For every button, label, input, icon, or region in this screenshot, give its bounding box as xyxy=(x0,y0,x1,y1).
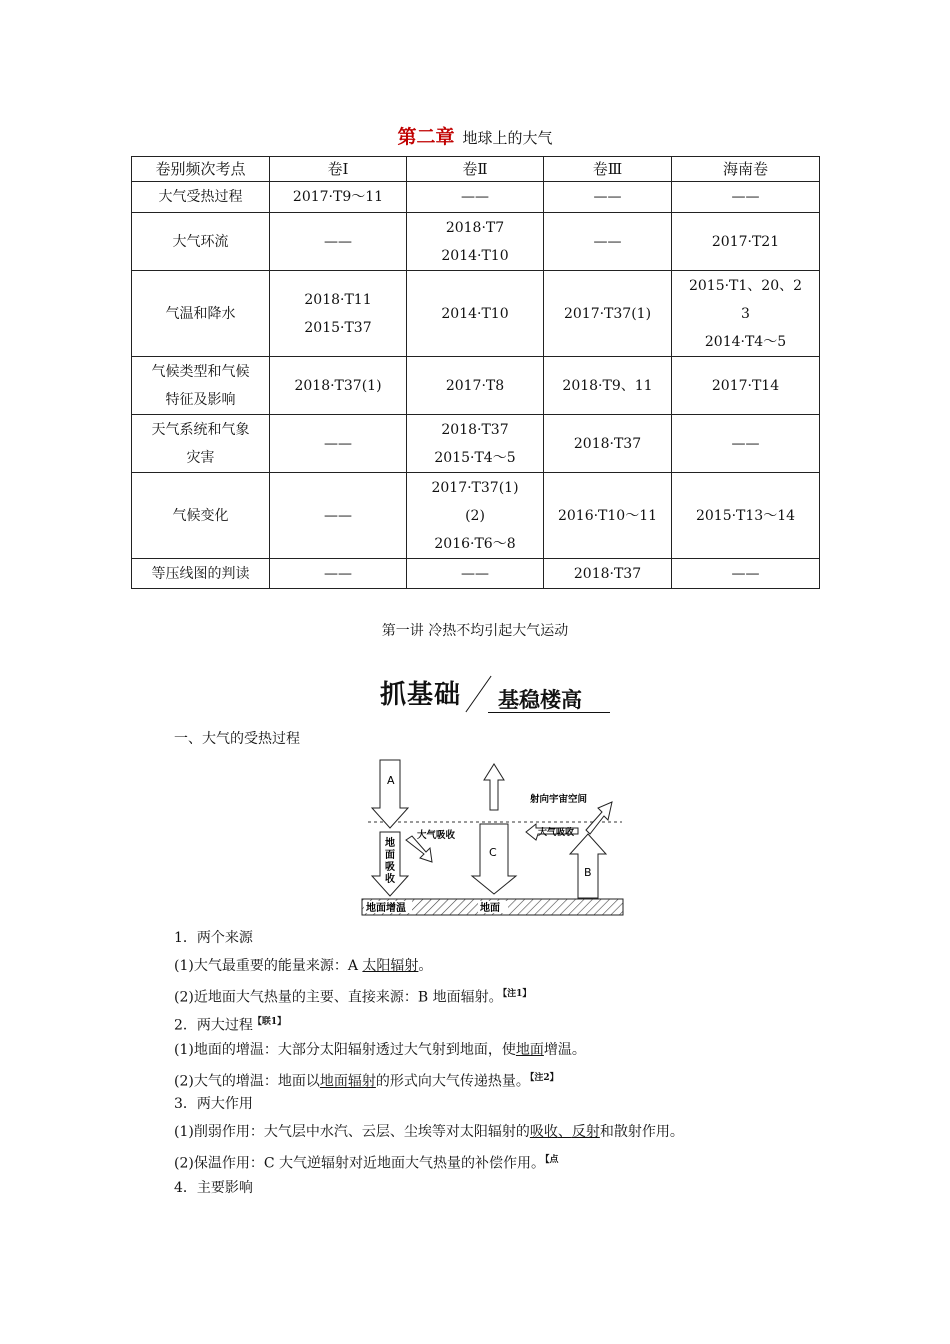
cell-line: 2018·T7 xyxy=(445,219,505,236)
table-row xyxy=(132,271,820,357)
banner-underline xyxy=(488,712,610,713)
table-cell xyxy=(672,182,820,213)
cell-line: —— xyxy=(593,233,622,250)
table-cell xyxy=(544,213,672,271)
table-cell xyxy=(270,213,407,271)
underlined-answer: 反射 xyxy=(571,1124,600,1140)
table-cell xyxy=(672,473,820,559)
label-c: C xyxy=(489,846,497,859)
note-marker: 【联1】 xyxy=(252,1017,287,1027)
section-heading: 一、大气的受热过程 xyxy=(174,731,300,747)
text: 。 xyxy=(418,958,433,974)
text: 的形式向大气传递热量。 xyxy=(375,1073,530,1090)
cell-line: —— xyxy=(461,565,489,582)
table-cell xyxy=(270,473,407,559)
text: (2)近地面大气热量的主要、直接来源：B 地面辐射。 xyxy=(174,989,503,1006)
space-label: 射向宇宙空间 xyxy=(530,794,588,805)
table-row xyxy=(132,415,820,473)
table-header: 卷Ⅲ xyxy=(544,157,672,182)
table-cell xyxy=(407,182,544,213)
note-marker: 【注1】 xyxy=(502,989,532,999)
table-cell-topic xyxy=(132,213,270,271)
cell-line: 2014·T10 xyxy=(441,305,509,322)
table-cell xyxy=(270,357,407,415)
cell-line: 2018·T9、11 xyxy=(562,377,653,394)
text: 和散射作用。 xyxy=(599,1124,684,1140)
text: (1)大气最重要的能量来源：A xyxy=(174,958,363,974)
table-cell xyxy=(672,271,820,357)
ground-absorb-char: 面 xyxy=(385,850,395,861)
table-row xyxy=(132,213,820,271)
arrow-to-space xyxy=(586,802,612,834)
cell-line: —— xyxy=(731,565,760,582)
table-cell-topic xyxy=(132,271,270,357)
cell-line: 2017·T14 xyxy=(711,377,780,394)
cell-line: 2014·T10 xyxy=(441,247,509,264)
arrow-c xyxy=(472,824,516,894)
atmosphere-heating-diagram xyxy=(360,758,625,916)
underlined-answer: 太阳辐射 xyxy=(362,958,419,974)
cell-line: —— xyxy=(324,233,352,250)
table-row xyxy=(132,182,820,213)
cell-line: 2018·T11 xyxy=(304,291,372,308)
cell-line: 气候变化 xyxy=(172,507,229,524)
cell-line: 2018·T37(1) xyxy=(294,377,382,394)
cell-line: 2017·T21 xyxy=(711,233,780,250)
note-marker: 【点 xyxy=(545,1155,559,1165)
item-paragraph xyxy=(174,984,531,1008)
cell-line: —— xyxy=(324,565,352,582)
item-paragraph xyxy=(174,1040,586,1060)
table-cell xyxy=(544,357,672,415)
table-cell xyxy=(544,271,672,357)
table-cell-topic xyxy=(132,415,270,473)
underlined-answer: 地面 xyxy=(515,1042,544,1058)
item-heading: 4．主要影响 xyxy=(174,1180,253,1196)
cell-line: 2015·T1、20、2 xyxy=(688,277,803,294)
table-cell-topic xyxy=(132,559,270,589)
arrow-a xyxy=(372,760,408,828)
text: (1)地面的增温：大部分太阳辐射透过大气射到地面，使 xyxy=(174,1042,516,1058)
table-cell xyxy=(544,415,672,473)
table-cell xyxy=(672,213,820,271)
cell-line: 2017·T8 xyxy=(445,377,505,394)
label-a: A xyxy=(387,774,395,787)
atmo-absorb-label-2: 大气吸收 xyxy=(538,828,575,838)
cell-line: —— xyxy=(324,435,352,452)
cell-line: 气候类型和气候 xyxy=(151,363,250,380)
item-paragraph xyxy=(174,956,432,976)
cell-line: 2015·T37 xyxy=(304,319,372,336)
cell-line: 2014·T4～5 xyxy=(704,333,787,350)
table-row xyxy=(132,559,820,589)
table-cell xyxy=(544,559,672,589)
underlined-answer: 地面辐射 xyxy=(319,1073,376,1090)
ground-label: 地面 xyxy=(480,903,500,914)
text: (2)大气的增温：地面以 xyxy=(174,1073,320,1090)
item-heading: 1．两个来源 xyxy=(174,930,253,946)
table-cell xyxy=(270,271,407,357)
cell-line: 等压线图的判读 xyxy=(151,565,250,582)
ground-absorb-char: 收 xyxy=(385,874,395,885)
table-cell xyxy=(270,415,407,473)
underlined-answer: 吸收 xyxy=(529,1124,558,1140)
text: 增温。 xyxy=(543,1042,586,1058)
cell-line: —— xyxy=(731,435,760,452)
table-cell xyxy=(672,415,820,473)
cell-line: 2015·T13～14 xyxy=(695,507,796,524)
cell-line: 大气受热过程 xyxy=(158,189,243,205)
cell-line: —— xyxy=(731,189,760,205)
text: 2．两大过程 xyxy=(174,1017,253,1034)
item-heading: 3．两大作用 xyxy=(174,1096,253,1112)
chapter-title xyxy=(0,122,950,149)
table-header: 卷Ⅰ xyxy=(270,157,407,182)
table-cell xyxy=(270,559,407,589)
table-cell xyxy=(672,559,820,589)
ground-absorb-char: 吸 xyxy=(385,862,395,873)
atmo-absorb-label-1: 大气吸收 xyxy=(417,830,456,841)
cell-line: 特征及影响 xyxy=(165,391,236,408)
item-paragraph xyxy=(174,1122,684,1142)
label-b: B xyxy=(584,866,592,879)
cell-line: 天气系统和气象 xyxy=(151,421,250,438)
cell-line: 灾害 xyxy=(186,449,215,466)
item-heading xyxy=(174,1012,286,1036)
cell-line: —— xyxy=(324,507,352,524)
item-paragraph xyxy=(174,1068,559,1092)
note-marker: 【注2】 xyxy=(529,1073,559,1083)
cell-line: 2018·T37 xyxy=(441,421,509,438)
table-cell xyxy=(407,271,544,357)
table-cell xyxy=(407,473,544,559)
cell-line: 2018·T37 xyxy=(573,435,642,452)
table-cell-topic xyxy=(132,357,270,415)
chapter-subtitle: 地球上的大气 xyxy=(462,129,553,147)
cell-line: 2016·T6～8 xyxy=(434,535,516,552)
table-header: 卷别频次考点 xyxy=(132,157,270,182)
cell-line: 2016·T10～11 xyxy=(557,507,658,524)
banner-right-text: 基稳楼高 xyxy=(498,688,582,712)
table-cell-topic xyxy=(132,473,270,559)
table-cell xyxy=(544,182,672,213)
cell-line: —— xyxy=(593,189,622,205)
cell-line: 2018·T37 xyxy=(573,565,642,582)
cell-line: 2015·T4～5 xyxy=(434,449,516,466)
section-banner xyxy=(380,672,620,718)
cell-line: —— xyxy=(461,189,489,205)
text: (1)削弱作用：大气层中水汽、云层、尘埃等对太阳辐射的 xyxy=(174,1124,530,1140)
table-cell xyxy=(407,559,544,589)
table-cell xyxy=(672,357,820,415)
table-row xyxy=(132,473,820,559)
table-cell-topic xyxy=(132,182,270,213)
cell-line: (2) xyxy=(465,507,485,524)
arrow-c-up xyxy=(484,764,504,810)
text: (2)保温作用：C 大气逆辐射对近地面大气热量的补偿作用。 xyxy=(174,1155,545,1172)
cell-line: 2017·T37(1) xyxy=(431,479,519,496)
ground-absorb-char: 地 xyxy=(385,838,395,849)
ground-warm-label: 地面增温 xyxy=(366,903,406,914)
table-row xyxy=(132,357,820,415)
table-cell xyxy=(407,213,544,271)
cell-line: 气温和降水 xyxy=(165,305,236,322)
table-header: 海南卷 xyxy=(672,157,820,182)
cell-line: 2017·T9～11 xyxy=(292,189,384,205)
table-cell xyxy=(407,357,544,415)
cell-line: 2017·T37(1) xyxy=(563,305,652,322)
cell-line: 3 xyxy=(741,305,750,322)
item-paragraph xyxy=(174,1150,559,1174)
cell-line: 大气环流 xyxy=(172,233,229,250)
banner-left-text: 抓基础 xyxy=(380,680,462,710)
table-cell xyxy=(407,415,544,473)
table-cell xyxy=(544,473,672,559)
table-header: 卷Ⅱ xyxy=(407,157,544,182)
chapter-number: 第二章 xyxy=(397,126,455,148)
table-cell xyxy=(270,182,407,213)
table-header-row xyxy=(132,157,820,182)
underlined-answer: 、 xyxy=(557,1124,572,1140)
lecture-title: 第一讲 冷热不均引起大气运动 xyxy=(381,623,569,639)
banner-slash xyxy=(465,676,491,713)
exam-frequency-table xyxy=(131,156,820,589)
